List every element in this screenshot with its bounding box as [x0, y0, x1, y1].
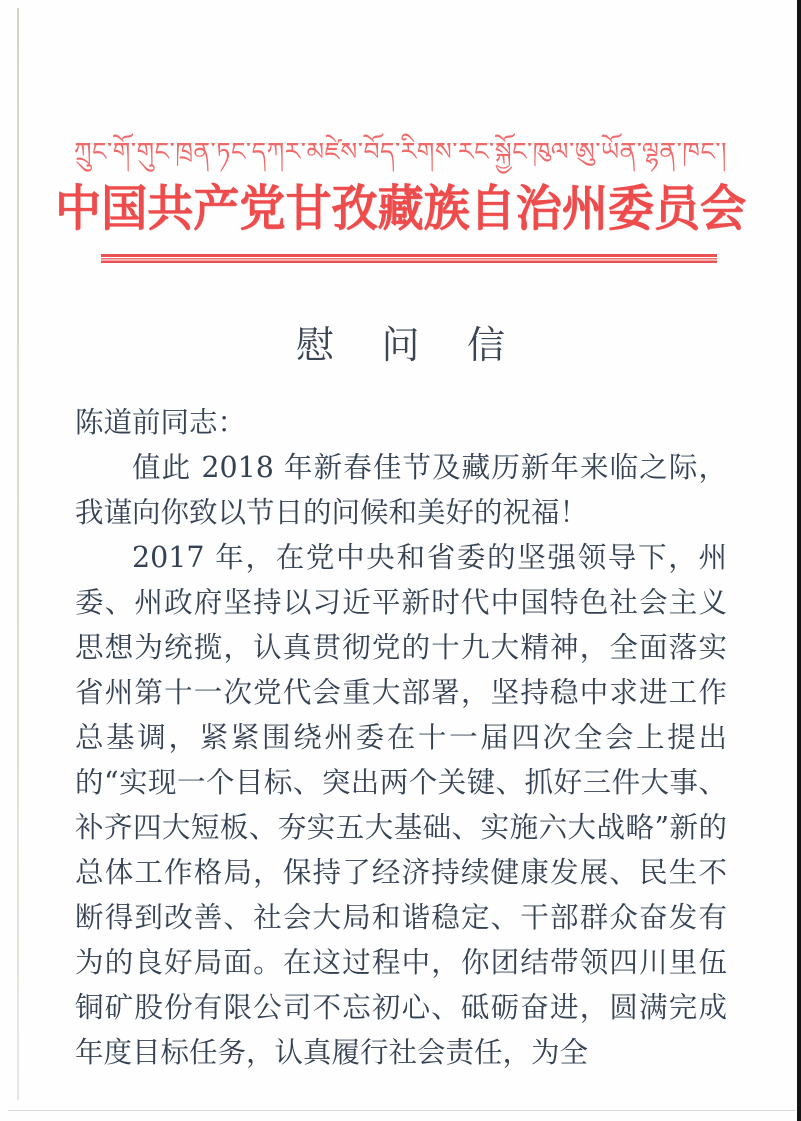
letterhead-double-rule: [101, 254, 717, 263]
letterhead-org-name: 中国共产党甘孜藏族自治州委员会: [55, 179, 746, 237]
letterhead-tibetan-motto: ཀྲུང་གོ་གུང་ཁྲན་ཏང་དཀར་མཛེས་བོད་རིགས་རང་སྐྱོང་ཁུལ་ཨུ་ཡོན་ལྷན་ཁང་།: [73, 137, 728, 166]
letter-body: [75, 400, 727, 1075]
salutation: 陈道前同志：: [75, 406, 247, 439]
letter-title: 慰问信: [295, 323, 553, 367]
body-paragraph: 2017 年，在党中央和省委的坚强领导下，州委、州政府坚持以习近平新时代中国特色社会主义思想为统揽，认真贯彻党的十九大精神，全面落实省州第十一次党代会重大部署，坚持稳中求进工作总基调，紧紧围绕州委在十一届四次全会上提出的“实现一个目标、突出两个关键、抓好三件大事、补齐四大短板、夯实五大基础、实施六大战略”新的总体工作格局，保持了经济持续健康发展、民生不断得到改善、社会大局和谐稳定、干部群众奋发有为的良好局面。在这过程中，你团结带领四川里伍铜矿股份有限公司不忘初心、砥砺奋进，圆满完成年度目标任务，认真履行社会责任，为全: [75, 541, 727, 1069]
body-paragraph: 值此 2018 年新春佳节及藏历新年来临之际，我谨向你致以节日的问候和美好的祝福！: [75, 451, 727, 529]
scan-artifact-bottom-line: [8, 1110, 796, 1111]
